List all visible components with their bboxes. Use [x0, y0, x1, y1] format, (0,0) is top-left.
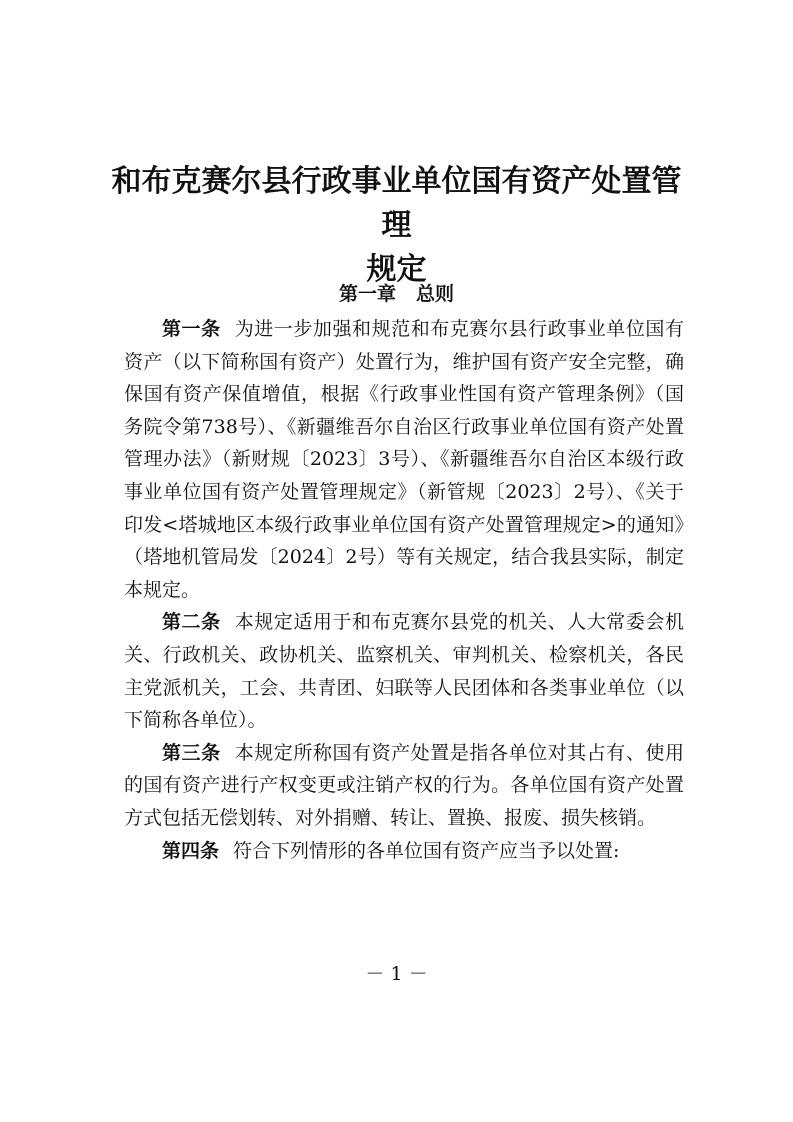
article-label: 第四条	[162, 839, 220, 862]
chapter-heading	[96, 280, 697, 308]
document-title	[110, 160, 683, 292]
chapter-name: 总则	[416, 283, 455, 305]
article-4	[124, 835, 684, 868]
article-2	[124, 606, 684, 736]
title-line-2: 规定	[366, 252, 427, 287]
article-text: 符合下列情形的各单位国有资产应当予以处置:	[233, 839, 620, 862]
document-body	[124, 313, 684, 867]
page-number: － 1 －	[365, 963, 428, 985]
article-label: 第一条	[162, 318, 221, 340]
article-text: 本规定所称国有资产处置是指各单位对其占有、使用的国有资产进行产权变更或注销产权的行为。各单位国有资产处置方式包括无偿划转、对外捐赠、转让、置换、报废、损失核销。	[124, 741, 684, 829]
title-line-1: 和布克赛尔县行政事业单位国有资产处置管理	[111, 164, 682, 243]
article-label: 第三条	[162, 741, 221, 764]
article-label: 第二条	[162, 611, 221, 634]
article-text: 本规定适用于和布克赛尔县党的机关、人大常委会机关、行政机关、政协机关、监察机关、审判机关、检察机关，各民主党派机关，工会、共青团、妇联等人民团体和各类事业单位（以下简称各单位）。	[124, 611, 684, 732]
article-text: 为进一步加强和规范和布克赛尔县行政事业单位国有资产（以下简称国有资产）处置行为，维护国有资产安全完整，确保国有资产保值增值，根据《行政事业性国有资产管理条例》（国务院令第738号）、《新疆维吾尔自治区行政事业单位国有资产处置管理办法》（新财规〔2023〕3号）、《新疆维吾尔自治区本级行政事业单位国有资产处置管理规定》（新管规〔2023〕2号）、《关于印发<塔城地区本级行政事业单位国有资产处置管理规定>的通知》（塔地机管局发〔2024〕2号）等有关规定，结合我县实际，制定本规定。	[124, 318, 684, 601]
chapter-label: 第一章	[338, 283, 396, 305]
article-1	[124, 313, 684, 606]
article-3	[124, 737, 684, 835]
